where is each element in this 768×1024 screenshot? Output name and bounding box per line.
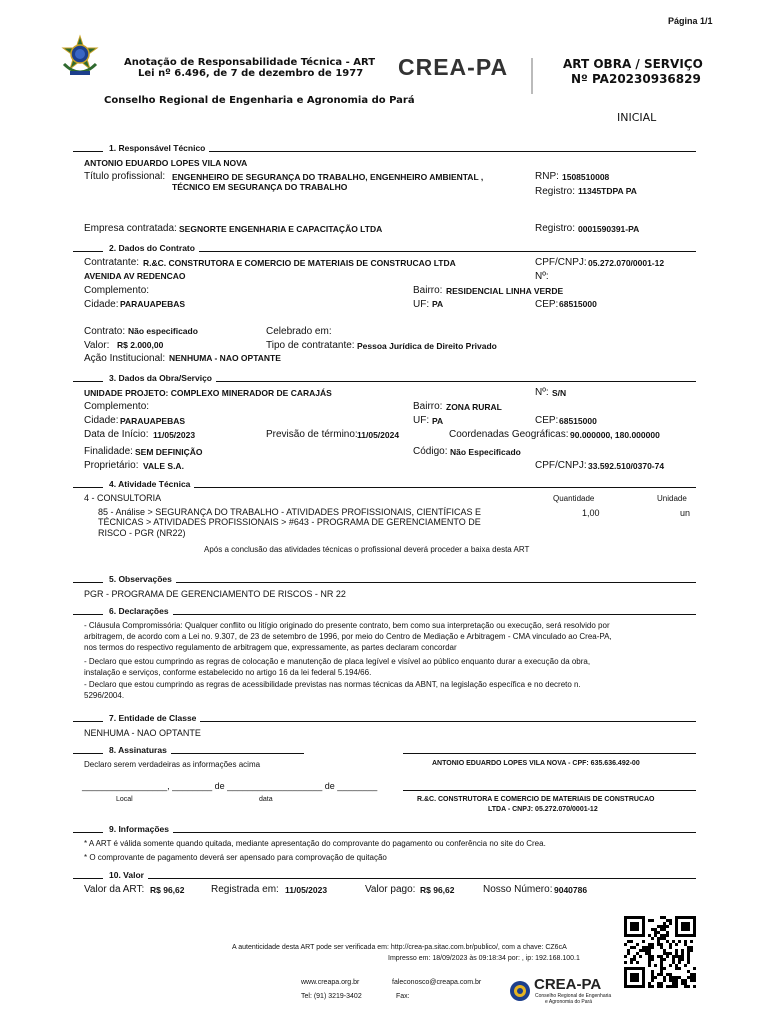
obra-cidade-label: Cidade:	[84, 415, 119, 426]
section-2-header	[73, 243, 696, 255]
footer-crea-pa-logo: CREA-PA	[534, 976, 602, 993]
contrato-label: Contrato:	[84, 326, 126, 337]
contratante-cpf-label: CPF/CNPJ:	[535, 257, 587, 268]
contratante-uf-value: PA	[432, 299, 444, 309]
section-5-title: 5. Observações	[109, 574, 176, 584]
proprietario-cpf-label: CPF/CNPJ:	[535, 460, 587, 471]
data-label: data	[259, 796, 273, 803]
responsavel-name: ANTONIO EDUARDO LOPES VILA NOVA	[84, 158, 248, 168]
obra-bairro-value: ZONA RURAL	[446, 402, 502, 412]
signature-date-line: _________________, ________ de ___________________ de ________	[82, 781, 378, 791]
tipo-contratante-label: Tipo de contratante:	[266, 340, 355, 351]
obra-complemento-label: Complemento:	[84, 401, 150, 412]
col-quantidade: Quantidade	[553, 494, 595, 503]
contratante-cep-label: CEP:	[535, 299, 559, 310]
rnp-value: 1508510008	[562, 172, 610, 182]
obra-cidade-value: PARAUAPEBAS	[120, 416, 186, 426]
crea-pa-seal-icon	[509, 980, 531, 1002]
registro-value: 11345TDPA PA	[578, 186, 637, 196]
section-9-header	[73, 824, 696, 836]
council-name: Conselho Regional de Engenharia e Agronomia do Pará	[104, 95, 415, 106]
section-10-title: 10. Valor	[109, 870, 148, 880]
valor-label: Valor:	[84, 340, 110, 351]
section-1-header	[73, 143, 696, 155]
crea-pa-logo: CREA-PA	[398, 54, 509, 80]
declaracao3-line1: - Declaro que estou cumprindo as regras de acessibilidade previstas nas normas técnicas da ABNT, na legislação específica e no decreto n.	[84, 680, 581, 689]
obra-cep-value: 68515000	[559, 416, 597, 426]
proprietario-cpf-value: 33.592.510/0370-74	[588, 461, 665, 471]
activity-line1: 85 - Análise > SEGURANÇA DO TRABALHO - ATIVIDADES PROFISSIONAIS, CIENTÍFICAS E	[98, 507, 482, 517]
proprietario-value: VALE S.A.	[143, 461, 184, 471]
contratante-bairro-label: Bairro:	[413, 285, 443, 296]
section-5-header	[73, 574, 696, 586]
valor-pago-label: Valor pago:	[365, 884, 416, 895]
obra-numero-label: Nº:	[535, 387, 549, 398]
coord-label: Coordenadas Geográficas:	[449, 429, 569, 440]
observacoes-text: PGR - PROGRAMA DE GERENCIAMENTO DE RISCOS - NR 22	[84, 589, 346, 599]
section-10-header	[73, 870, 696, 882]
footer-impresso: Impresso em: 18/09/2023 às 09:18:34 por: , ip: 192.168.100.1	[388, 955, 580, 962]
section-9-title: 9. Informações	[109, 824, 173, 834]
empresa-label: Empresa contratada:	[84, 223, 177, 234]
obra-bairro-label: Bairro:	[413, 401, 443, 412]
declaracao1-line3: nos termos do respectivo regulamento de arbitragem que, expressamente, as partes declaram concordar	[84, 643, 457, 652]
assinaturas-declaro: Declaro serem verdadeiras as informações acima	[84, 760, 261, 769]
finalidade-label: Finalidade:	[84, 446, 133, 457]
section-4-header	[73, 479, 696, 491]
contratante-cep-value: 68515000	[559, 299, 597, 309]
valor-art-value: R$ 96,62	[150, 885, 185, 895]
section-8-rule-left	[73, 753, 103, 754]
registro-label: Registro:	[535, 186, 576, 197]
obra-uf-value: PA	[432, 416, 444, 426]
previsao-label: Previsão de término:	[266, 429, 358, 440]
info-comprovante: * O comprovante de pagamento deverá ser apensado para comprovação de quitação	[84, 853, 387, 862]
titulo-value-line1: ENGENHEIRO DE SEGURANÇA DO TRABALHO, ENGENHEIRO AMBIENTAL ,	[172, 172, 484, 182]
brazil-coat-of-arms-icon	[58, 34, 102, 80]
footer-autenticidade: A autenticidade desta ART pode ser verificada em: http://crea-pa.sitac.com.br/publico/, com a chave: CZ6cA	[232, 944, 567, 951]
contrato-value: Não especificado	[128, 326, 198, 336]
declaracao2-line2: instalação e serviços, conforme estabelecido no artigo 16 da lei federal 5.194/66.	[84, 668, 372, 677]
valor-pago-value: R$ 96,62	[420, 885, 455, 895]
art-status: INICIAL	[617, 111, 657, 124]
contratante-cidade-value: PARAUAPEBAS	[120, 299, 186, 309]
local-label: Local	[116, 796, 133, 803]
registrada-value: 11/05/2023	[285, 885, 328, 895]
col-unidade: Unidade	[657, 494, 687, 503]
contratante-value: R.&C. CONSTRUTORA E COMERCIO DE MATERIAIS DE CONSTRUCAO LTDA	[143, 258, 456, 268]
art-type: ART OBRA / SERVIÇO	[563, 57, 703, 71]
contratante-label: Contratante:	[84, 257, 140, 268]
section-8-rule-right	[171, 753, 304, 754]
contratante-numero-label: Nº:	[535, 271, 549, 282]
valor-value: R$ 2.000,00	[117, 340, 164, 350]
signature-line-contratante	[403, 790, 696, 791]
obra-unidade: UNIDADE PROJETO: COMPLEXO MINERADOR DE CARAJÁS	[84, 388, 332, 398]
section-3-title: 3. Dados da Obra/Serviço	[109, 373, 216, 383]
contratante-cpf-value: 05.272.070/0001-12	[588, 258, 665, 268]
nosso-numero-label: Nosso Número:	[483, 884, 553, 895]
entidade-text: NENHUMA - NAO OPTANTE	[84, 728, 201, 738]
contratante-endereco: AVENIDA AV REDENCAO	[84, 271, 186, 281]
signer-contratante-line1: R.&C. CONSTRUTORA E COMERCIO DE MATERIAIS DE CONSTRUCAO	[417, 796, 655, 803]
obra-numero-value: S/N	[552, 388, 567, 398]
section-8-title: 8. Assinaturas	[109, 745, 167, 755]
header-divider	[531, 58, 533, 94]
footer-tel: Tel: (91) 3219-3402	[301, 993, 362, 1000]
qr-code-icon	[624, 916, 696, 988]
signer-contratante-line2: LTDA - CNPJ: 05.272.070/0001-12	[488, 806, 598, 813]
codigo-value: Não Especificado	[450, 447, 521, 457]
declaracao2-line1: - Declaro que estou cumprindo as regras de colocação e manutenção de placa legível e visível ao público enquanto durar a execução da obra,	[84, 657, 591, 666]
contratante-complemento-label: Complemento:	[84, 285, 150, 296]
declaracao3-line2: 5296/2004.	[84, 691, 125, 700]
activity-group: 4 - CONSULTORIA	[84, 493, 162, 503]
art-number: Nº PA20230936829	[571, 72, 701, 86]
contratante-cidade-label: Cidade:	[84, 299, 119, 310]
codigo-label: Código:	[413, 446, 448, 457]
contratante-uf-label: UF:	[413, 299, 430, 310]
declaracao1-line2: arbitragem, de acordo com a Lei no. 9.307, de 23 de setembro de 1996, por meio do Centro de Mediação e Arbitragem - CMA vinculado ao Crea-PA,	[84, 632, 612, 641]
acao-label: Ação Institucional:	[84, 353, 166, 364]
footer-site-link[interactable]: www.creapa.org.br	[301, 979, 360, 986]
valor-art-label: Valor da ART:	[84, 884, 145, 895]
signature-line-responsavel	[403, 753, 696, 754]
contratante-bairro-value: RESIDENCIAL LINHA VERDE	[446, 286, 564, 296]
footer-logo-sub1: Conselho Regional de Engenharia	[535, 993, 612, 999]
section-7-title: 7. Entidade de Classe	[109, 713, 200, 723]
previsao-value: 11/05/2024	[357, 430, 400, 440]
section-6-title: 6. Declarações	[109, 606, 173, 616]
activity-note: Após a conclusão das atividades técnicas o profissional deverá proceder a baixa desta ART	[204, 545, 530, 554]
section-4-title: 4. Atividade Técnica	[109, 479, 194, 489]
signer-responsavel: ANTONIO EDUARDO LOPES VILA NOVA - CPF: 635.636.492-00	[432, 760, 640, 767]
footer-email-link[interactable]: faleconosco@creapa.com.br	[392, 979, 482, 986]
obra-cep-label: CEP:	[535, 415, 559, 426]
proprietario-label: Proprietário:	[84, 460, 139, 471]
activity-line3: RISCO - PGR (NR22)	[98, 528, 186, 538]
empresa-registro-value: 0001590391-PA	[578, 224, 640, 234]
tipo-contratante-value: Pessoa Jurídica de Direito Privado	[357, 341, 497, 351]
footer-fax: Fax:	[396, 993, 410, 1000]
registrada-label: Registrada em:	[211, 884, 279, 895]
section-1-title: 1. Responsável Técnico	[109, 143, 209, 153]
header-title-line2: Lei nº 6.496, de 7 de dezembro de 1977	[138, 68, 364, 79]
inicio-label: Data de Início:	[84, 429, 149, 440]
titulo-label: Título profissional:	[84, 171, 166, 182]
page-indicator: Página 1/1	[668, 16, 713, 26]
rnp-label: RNP:	[535, 171, 559, 182]
activity-quantidade: 1,00	[582, 508, 600, 518]
activity-unidade: un	[680, 508, 691, 518]
info-quitada: * A ART é válida somente quando quitada, mediante apresentação do comprovante do pagamento ou conferência no site do Crea.	[84, 839, 546, 848]
declaracao1-line1: - Cláusula Compromissória: Qualquer conflito ou litígio originado do presente contrato, bem como sua interpretação ou execução, será resolvido por	[84, 621, 610, 630]
coord-value: 90.000000, 180.000000	[570, 430, 660, 440]
section-7-header	[73, 713, 696, 725]
section-6-header	[73, 606, 696, 618]
footer-logo-sub2: e Agronomia do Pará	[545, 999, 592, 1005]
finalidade-value: SEM DEFINIÇÃO	[135, 447, 203, 457]
empresa-registro-label: Registro:	[535, 223, 576, 234]
obra-uf-label: UF:	[413, 415, 430, 426]
inicio-value: 11/05/2023	[153, 430, 196, 440]
activity-line2: TÉCNICAS > ATIVIDADES PROFISSIONAIS > #643 - PROGRAMA DE GERENCIAMENTO DE	[98, 517, 481, 527]
titulo-value-line2: TÉCNICO EM SEGURANÇA DO TRABALHO	[172, 182, 348, 192]
section-3-header	[73, 373, 696, 385]
header-title-line1: Anotação de Responsabilidade Técnica - ART	[124, 57, 376, 68]
celebrado-label: Celebrado em:	[266, 326, 332, 337]
nosso-numero-value: 9040786	[554, 885, 588, 895]
empresa-value: SEGNORTE ENGENHARIA E CAPACITAÇÃO LTDA	[179, 224, 383, 234]
section-2-title: 2. Dados do Contrato	[109, 243, 199, 253]
acao-value: NENHUMA - NAO OPTANTE	[169, 353, 281, 363]
